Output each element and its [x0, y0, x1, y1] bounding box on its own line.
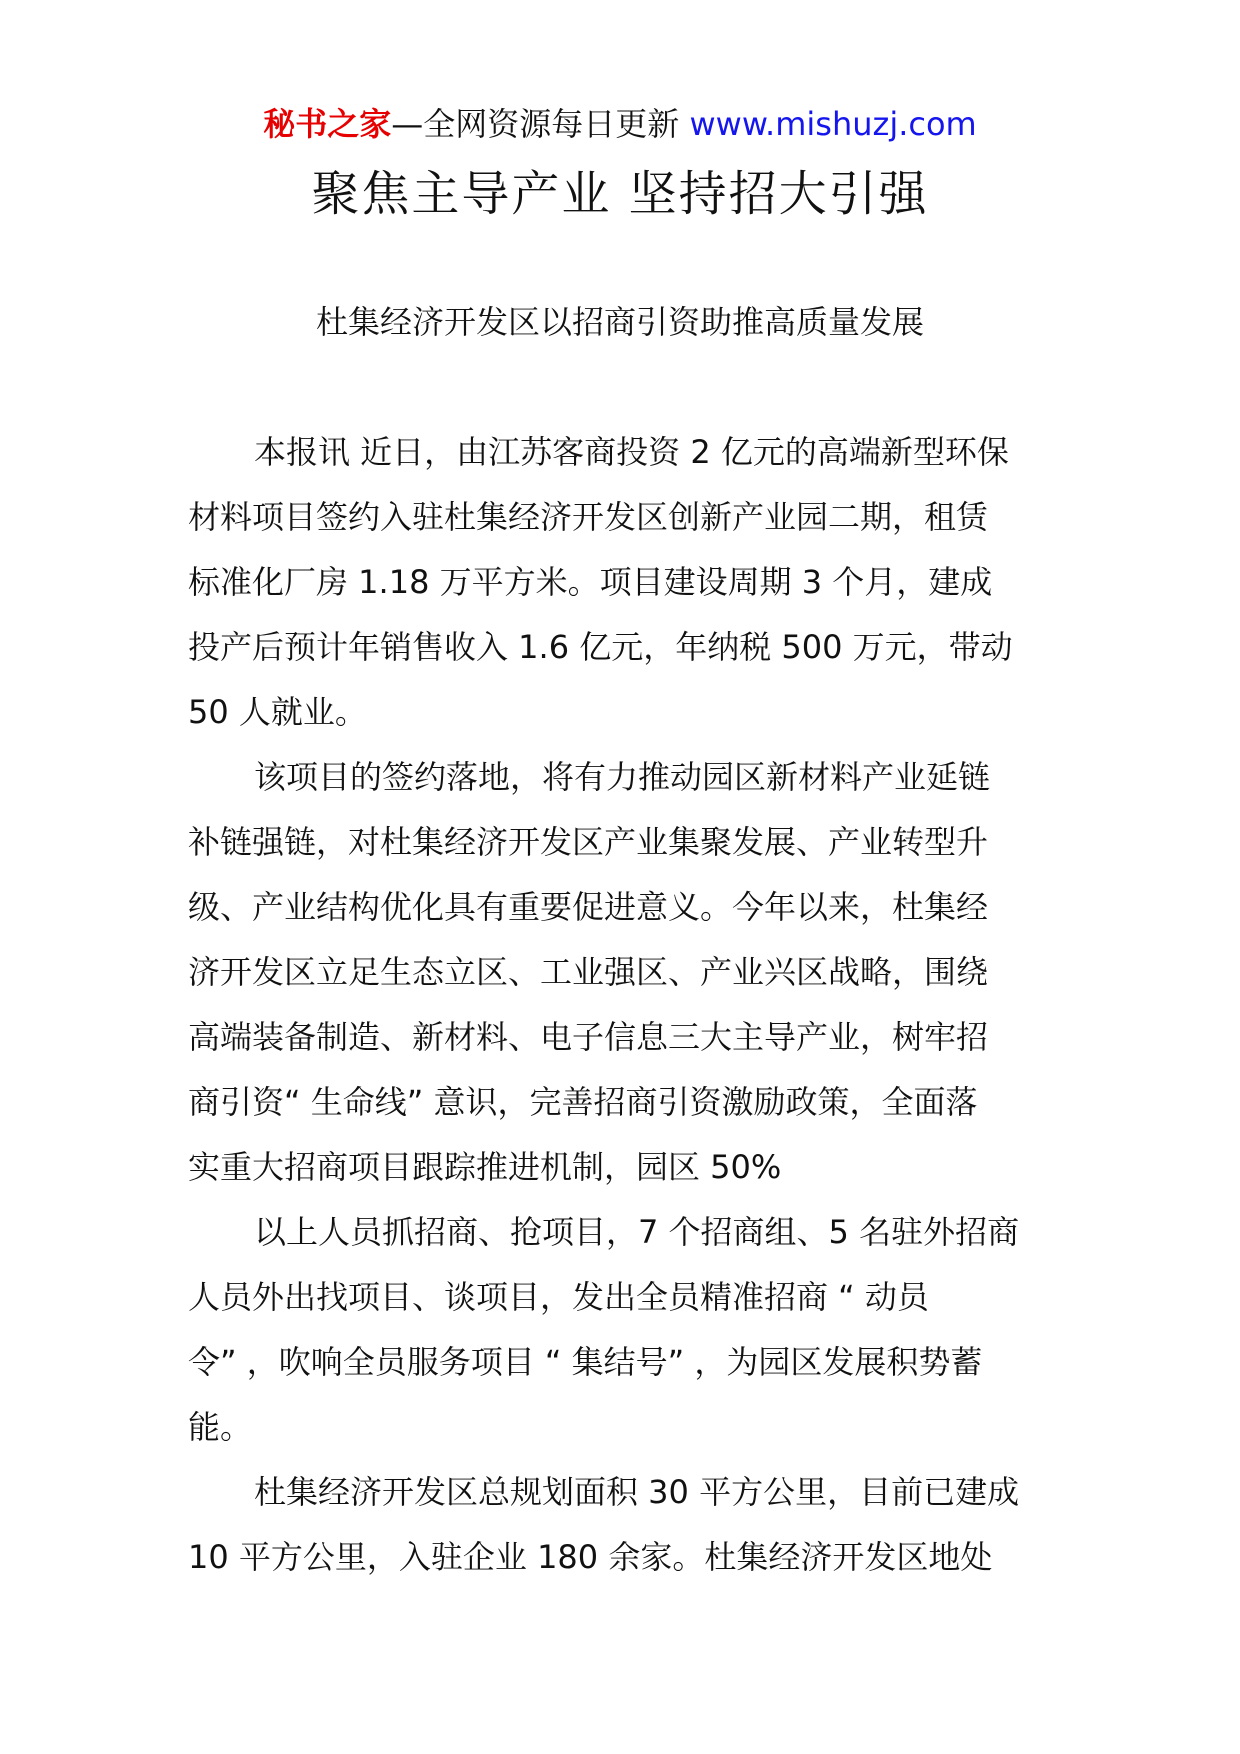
text-line: 10 平方公里，入驻企业 180 余家。杜集经济开发区地处 — [188, 1538, 993, 1576]
article-subtitle: 杜集经济开发区以招商引资助推高质量发展 — [315, 303, 924, 341]
paragraph-4 — [188, 1460, 1054, 1590]
paragraph-3 — [188, 1200, 1054, 1460]
text-line: 级、产业结构优化具有重要促进意义。今年以来，杜集经 — [188, 888, 989, 926]
text-line: 材料项目签约入驻杜集经济开发区创新产业园二期，租赁 — [188, 498, 989, 536]
text-line: 济开发区立足生态立区、工业强区、产业兴区战略，围绕 — [188, 953, 989, 991]
site-brand: 秘书之家 — [263, 105, 392, 143]
text-line: 人员外出找项目、谈项目，发出全员精准招商 “ 动员 — [188, 1278, 929, 1316]
article-body — [188, 420, 1054, 1590]
text-line: 商引资“ 生命线” 意识，完善招商引资激励政策，全面落 — [188, 1083, 978, 1121]
paragraph-2 — [188, 745, 1054, 1200]
text-line: 令” ，吹响全员服务项目 “ 集结号” ，为园区发展积势蓄 — [188, 1343, 983, 1381]
site-header — [0, 100, 1240, 148]
text-line: 50 人就业。 — [188, 693, 367, 731]
text-line: 以上人员抓招商、抢项目，7 个招商组、5 名驻外招商 — [254, 1213, 1020, 1251]
text-line: 本报讯 近日，由江苏客商投资 2 亿元的高端新型环保 — [254, 433, 1009, 471]
text-line: 标准化厂房 1.18 万平方米。项目建设周期 3 个月，建成 — [188, 563, 993, 601]
text-line: 实重大招商项目跟踪推进机制，园区 50% — [188, 1148, 782, 1186]
text-line: 该项目的签约落地，将有力推动园区新材料产业延链 — [254, 758, 991, 796]
site-tagline: —全网资源每日更新 — [391, 105, 690, 143]
text-line: 补链强链，对杜集经济开发区产业集聚发展、产业转型升 — [188, 823, 989, 861]
paragraph-1 — [188, 420, 1054, 745]
text-line: 能。 — [188, 1408, 253, 1446]
article-title: 聚焦主导产业 坚持招大引强 — [311, 166, 929, 222]
text-line: 杜集经济开发区总规划面积 30 平方公里，目前已建成 — [254, 1473, 1020, 1511]
site-url[interactable]: www.mishuzj.com — [689, 105, 977, 143]
text-line: 投产后预计年销售收入 1.6 亿元，年纳税 500 万元，带动 — [188, 628, 1013, 666]
text-line: 高端装备制造、新材料、电子信息三大主导产业，树牢招 — [188, 1018, 989, 1056]
